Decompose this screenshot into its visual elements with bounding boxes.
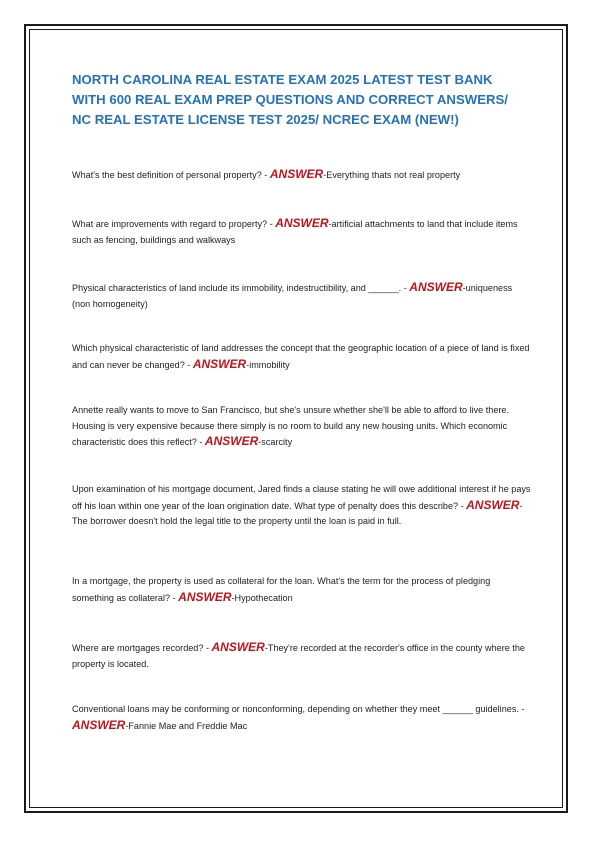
question-text: What are improvements with regard to property? - <box>72 219 276 229</box>
qa-item <box>72 341 532 373</box>
answer-text: -immobility <box>246 359 290 370</box>
qa-item <box>72 482 532 530</box>
question-text: In a mortgage, the property is used as collateral for the loan. What's the term for the process of pledging something as collateral? - <box>72 576 491 603</box>
answer-label: ANSWER <box>269 167 324 181</box>
answer-text: -Fannie Mae and Freddie Mac <box>125 720 248 731</box>
title-line: NORTH CAROLINA REAL ESTATE EXAM 2025 LATEST TEST BANK <box>72 72 493 87</box>
qa-item <box>72 216 532 248</box>
answer-text: -uniqueness (non homogeneity) <box>72 283 513 309</box>
answer-label: ANSWER <box>204 434 259 449</box>
question-text: Conventional loans may be conforming or nonconforming, depending on whether they meet ______ guidelines. - <box>72 704 525 714</box>
title-line: WITH 600 REAL EXAM PREP QUESTIONS AND CORRECT ANSWERS/ <box>72 92 508 107</box>
answer-label: ANSWER <box>192 356 247 371</box>
question-text: What's the best definition of personal property? - <box>72 170 270 180</box>
qa-item <box>72 574 532 606</box>
answer-label: ANSWER <box>409 280 463 294</box>
question-text: Annette really wants to move to San Francisco, but she's unsure whether she'll be able to afford to live there. Housing is very expensive because there simply is no room to build any new housing units. Which economic characteristic does this reflect? - <box>72 405 510 448</box>
answer-label: ANSWER <box>466 497 520 512</box>
answer-label: ANSWER <box>275 216 329 230</box>
answer-text: -The borrower doesn't hold the legal title to the property until the loan is paid in full. <box>72 500 523 527</box>
answer-label: ANSWER <box>178 589 232 604</box>
answer-text: -Everything thats not real property <box>323 170 461 180</box>
answer-text: -scarcity <box>258 437 293 448</box>
qa-item <box>72 640 532 672</box>
question-text: Which physical characteristic of land addresses the concept that the geographic location of a piece of land is fixed and can never be changed? - <box>72 343 530 370</box>
answer-label: ANSWER <box>72 717 126 732</box>
question-text: Where are mortgages recorded? - <box>72 643 212 653</box>
question-text: Upon examination of his mortgage document, Jared finds a clause stating he will owe additional interest if he pays off his loan within one year of the loan origination date. What type of penalty does this describe? - <box>72 484 531 511</box>
question-text: Physical characteristics of land include its immobility, indestructibility, and ______. - <box>72 283 410 293</box>
answer-text: -Hypothecation <box>231 592 293 603</box>
qa-item <box>72 403 532 451</box>
title-line: NC REAL ESTATE LICENSE TEST 2025/ NCREC EXAM (NEW!) <box>72 112 459 127</box>
answer-label: ANSWER <box>211 640 265 654</box>
answer-text: -They're recorded at the recorder's office in the county where the property is located. <box>72 643 525 669</box>
qa-item <box>72 280 532 312</box>
answer-text: -artificial attachments to land that include items such as fencing, buildings and walkways <box>72 219 518 245</box>
document-title <box>72 70 532 130</box>
qa-item <box>72 167 532 184</box>
qa-item <box>72 702 532 734</box>
